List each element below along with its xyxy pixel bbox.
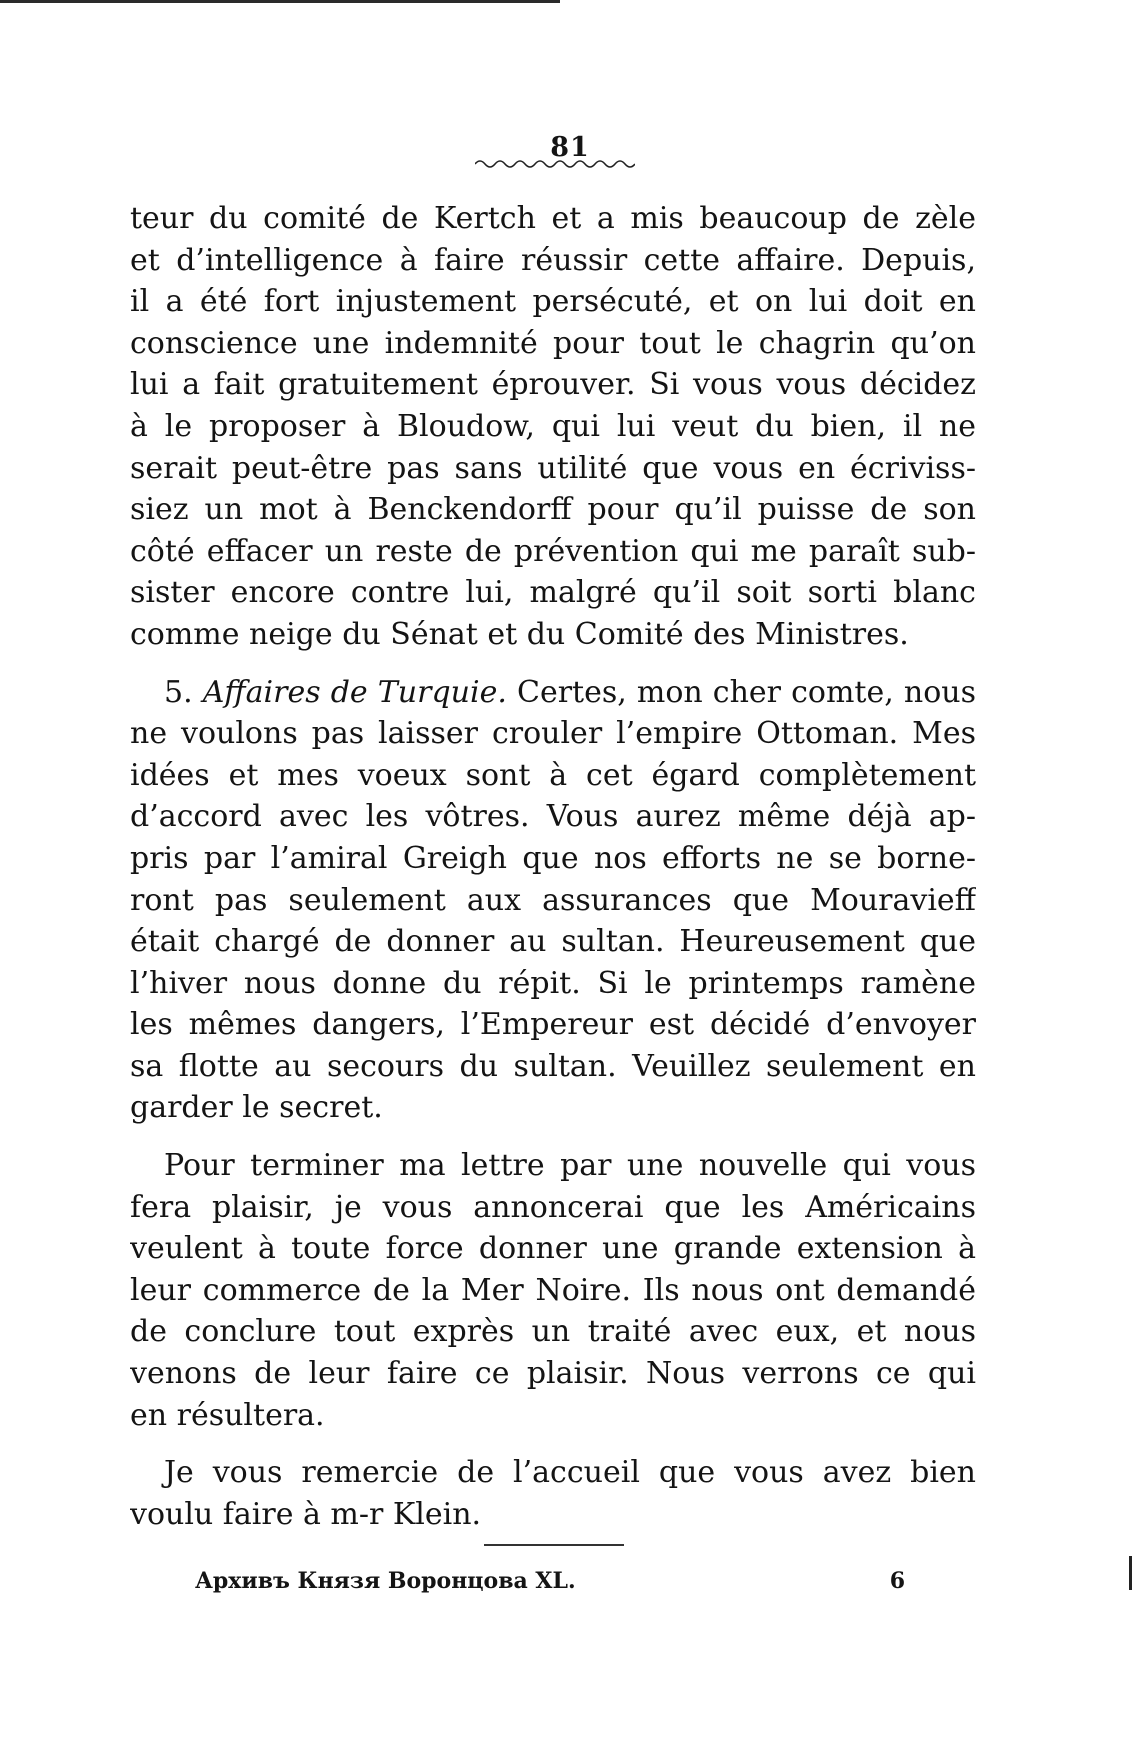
- text-line: garder le secret.: [130, 1090, 383, 1126]
- text-line: Je vous remercie de l’accueil que vous avez bien: [164, 1455, 976, 1491]
- text-line: teur du comité de Kertch et a mis beaucoup de zèle: [130, 201, 976, 236]
- sheet-number: 6: [889, 1568, 905, 1594]
- wavy-ornament: [475, 158, 635, 170]
- paragraph-turquie: [130, 672, 976, 1130]
- section-number: 5.: [164, 674, 193, 710]
- text-line: leur commerce de la Mer Noire. Ils nous ont demandé: [130, 1272, 976, 1308]
- text-line: était chargé de donner au sultan. Heureusement que: [130, 924, 976, 960]
- text-line: de conclure tout exprès un traité avec eux, et nous: [130, 1314, 976, 1350]
- footer: [195, 1568, 905, 1594]
- page-number: 81: [550, 132, 590, 163]
- text-line: fera plaisir, je vous annoncerai que les Américains: [130, 1189, 976, 1225]
- text-line: sister encore contre lui, malgré qu’il soit sorti blanc: [130, 575, 976, 611]
- text-line: idées et mes voeux sont à cet égard complètement: [130, 757, 976, 793]
- text-line: venons de leur faire ce plaisir. Nous verrons ce qui: [130, 1356, 976, 1392]
- text-line: ront pas seulement aux assurances que Mouravieff: [130, 882, 976, 918]
- text-line: l’hiver nous donne du répit. Si le printemps ramène: [130, 965, 976, 1001]
- paragraph-kertch: [130, 198, 976, 656]
- top-rule: [0, 0, 560, 3]
- text-line: les mêmes dangers, l’Empereur est décidé d’envoyer: [130, 1007, 976, 1043]
- paragraph-americains: [130, 1145, 976, 1436]
- section-title: Affaires de Turquie.: [202, 674, 507, 710]
- text-line: serait peut-être pas sans utilité que vous en écriviss-: [130, 450, 976, 486]
- text-line: siez un mot à Benckendorff pour qu’il puisse de son: [130, 492, 976, 528]
- text-line: d’accord avec les vôtres. Vous aurez même déjà ap-: [130, 799, 976, 835]
- margin-mark: [1129, 1556, 1132, 1590]
- text-line: Pour terminer ma lettre par une nouvelle qui vous: [164, 1148, 976, 1184]
- archive-signature: Архивъ Князя Воронцова XL.: [195, 1568, 576, 1594]
- text-line: il a été fort injustement persécuté, et on lui doit en: [130, 284, 976, 320]
- text-line: ne voulons pas laisser crouler l’empire Ottoman. Mes: [130, 716, 976, 752]
- text-line: conscience une indemnité pour tout le chagrin qu’on: [130, 325, 976, 361]
- text-line: comme neige du Sénat et du Comité des Ministres.: [130, 616, 909, 652]
- text-line: pris par l’amiral Greigh que nos efforts ne se borne-: [130, 840, 976, 876]
- text-line: sa flotte au secours du sultan. Veuillez seulement en: [130, 1048, 976, 1084]
- section-first-line: Certes, mon cher comte, nous: [516, 674, 976, 710]
- paragraph-klein: [130, 1452, 976, 1535]
- text-line: côté effacer un reste de prévention qui me paraît sub-: [130, 533, 976, 569]
- text-line: et d’intelligence à faire réussir cette affaire. Depuis,: [130, 242, 976, 278]
- footer-rule: [484, 1544, 624, 1546]
- text-line: à le proposer à Bloudow, qui lui veut du bien, il ne: [130, 408, 976, 444]
- text-line: voulu faire à m-r Klein.: [130, 1496, 482, 1532]
- text-line: en résultera.: [130, 1397, 325, 1433]
- text-line: lui a fait gratuitement éprouver. Si vous vous décidez: [130, 367, 976, 403]
- text-line: veulent à toute force donner une grande extension à: [130, 1231, 976, 1267]
- body-text: [130, 198, 976, 1535]
- section-heading-line: [130, 672, 976, 714]
